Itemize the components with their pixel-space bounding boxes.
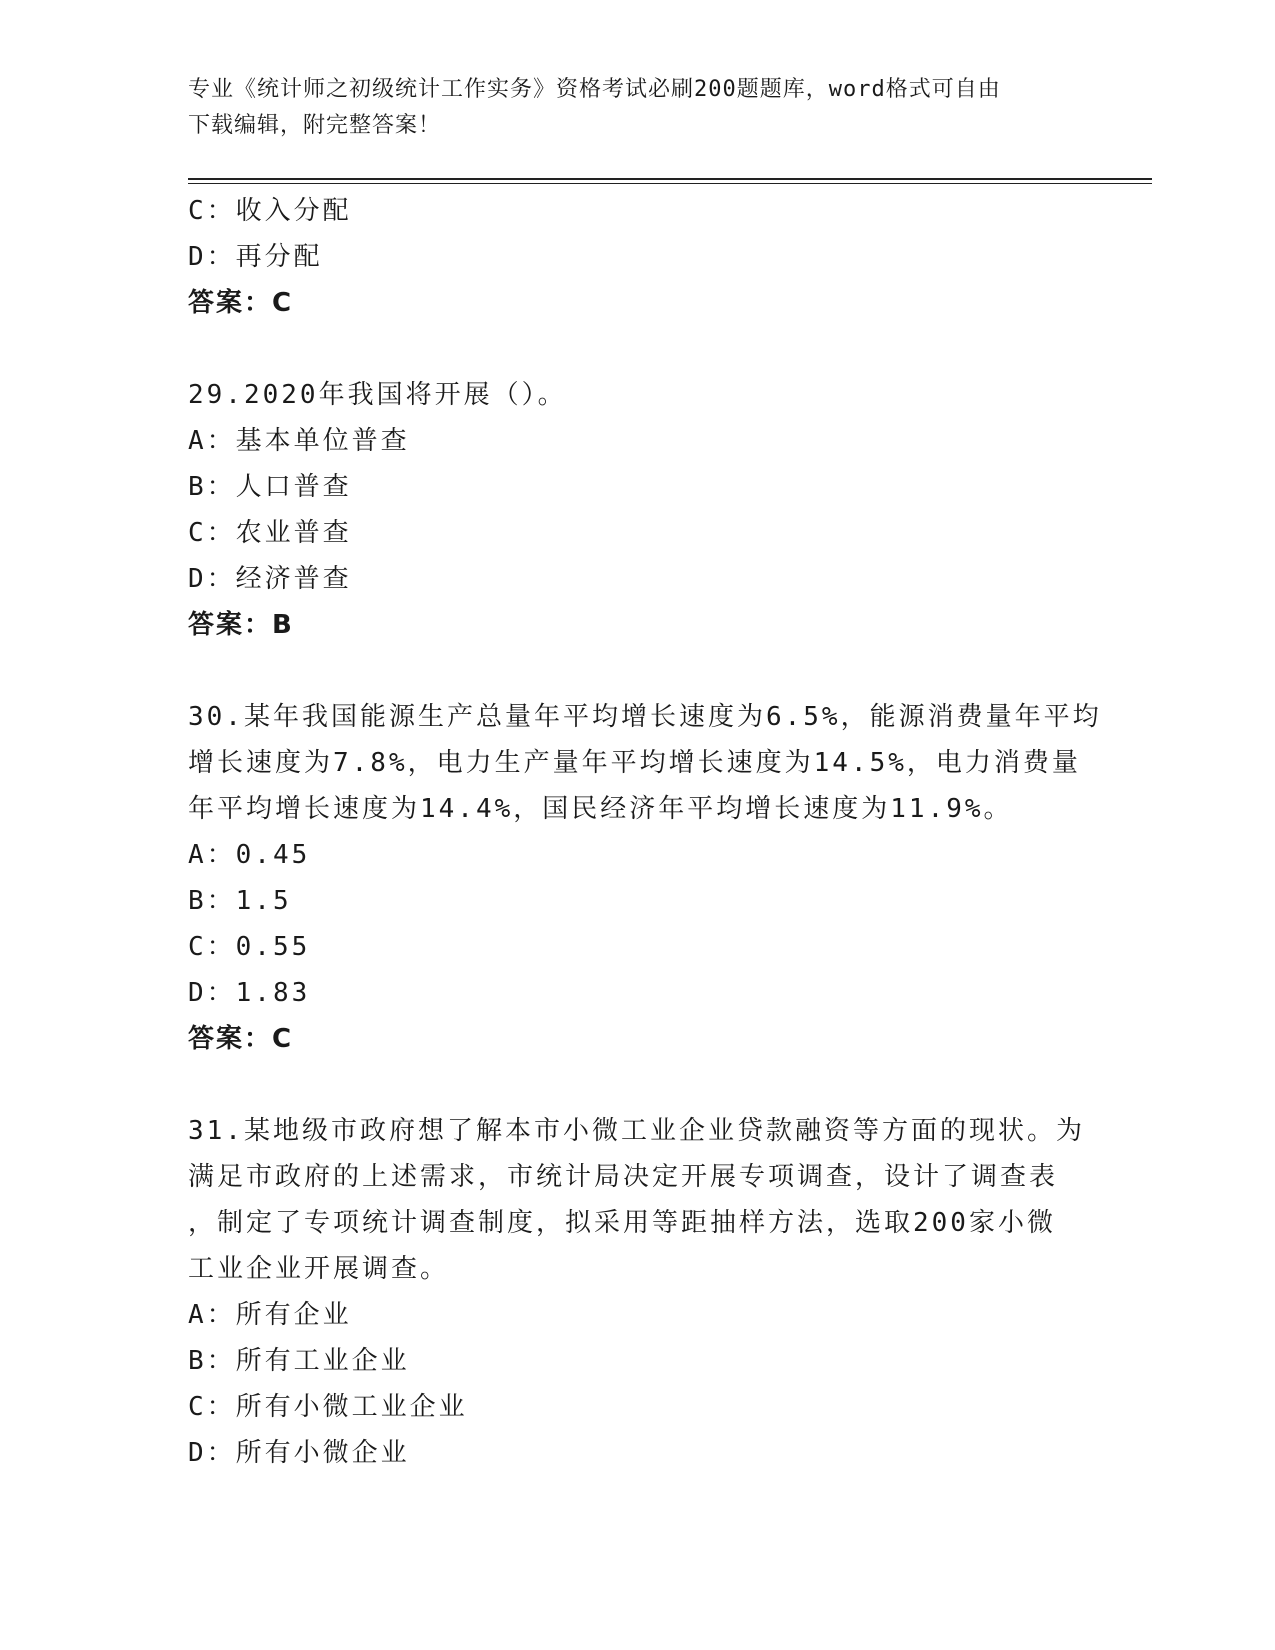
- spacer: [188, 326, 1088, 372]
- option-c: C：所有小微工业企业: [188, 1392, 468, 1422]
- question-text-line: 29.2020年我国将开展（）。: [188, 380, 567, 410]
- option-b: B：人口普查: [188, 472, 352, 502]
- header-divider: [188, 178, 1152, 184]
- option-b: B：所有工业企业: [188, 1346, 410, 1376]
- question-text-line: 年平均增长速度为14.4%，国民经济年平均增长速度为11.9%。: [188, 794, 1013, 824]
- option-a: A：0.45: [188, 840, 311, 870]
- option-a: A：所有企业: [188, 1300, 352, 1330]
- option-d: D：再分配: [188, 242, 323, 272]
- answer-line: 答案：C: [188, 1024, 294, 1054]
- question-text-line: 满足市政府的上述需求，市统计局决定开展专项调查，设计了调查表: [188, 1162, 1059, 1192]
- option-a: A：基本单位普查: [188, 426, 410, 456]
- header-line-1: 专业《统计师之初级统计工作实务》资格考试必刷200题题库，word格式可自由: [188, 77, 1001, 102]
- question-list: [188, 188, 1102, 1476]
- spacer: [188, 1062, 1088, 1108]
- header-line-2: 下载编辑，附完整答案！: [188, 113, 442, 138]
- answer-line: 答案：C: [188, 288, 294, 318]
- prev-question-block: [188, 188, 1088, 326]
- question-text-line: 工业企业开展调查。: [188, 1254, 450, 1284]
- option-d: D：经济普查: [188, 564, 352, 594]
- question-30: [188, 694, 1102, 1062]
- option-d: D：所有小微企业: [188, 1438, 410, 1468]
- option-b: B：1.5: [188, 886, 292, 916]
- question-text: [188, 1108, 1088, 1292]
- question-29: [188, 372, 1088, 648]
- option-c: C：农业普查: [188, 518, 352, 548]
- question-text-line: 30.某年我国能源生产总量年平均增长速度为6.5%，能源消费量年平均: [188, 702, 1102, 732]
- question-31: [188, 1108, 1088, 1476]
- question-text-line: 31.某地级市政府想了解本市小微工业企业贷款融资等方面的现状。为: [188, 1116, 1085, 1146]
- question-text: [188, 372, 1088, 418]
- option-c: C：收入分配: [188, 196, 352, 226]
- option-c: C：0.55: [188, 932, 311, 962]
- document-header: [188, 72, 1088, 144]
- question-text-line: ，制定了专项统计调查制度，拟采用等距抽样方法，选取200家小微: [188, 1208, 1056, 1238]
- answer-line: 答案：B: [188, 610, 294, 640]
- question-text-line: 增长速度为7.8%，电力生产量年平均增长速度为14.5%，电力消费量: [188, 748, 1081, 778]
- option-d: D：1.83: [188, 978, 311, 1008]
- question-text: [188, 694, 1102, 832]
- spacer: [188, 648, 1088, 694]
